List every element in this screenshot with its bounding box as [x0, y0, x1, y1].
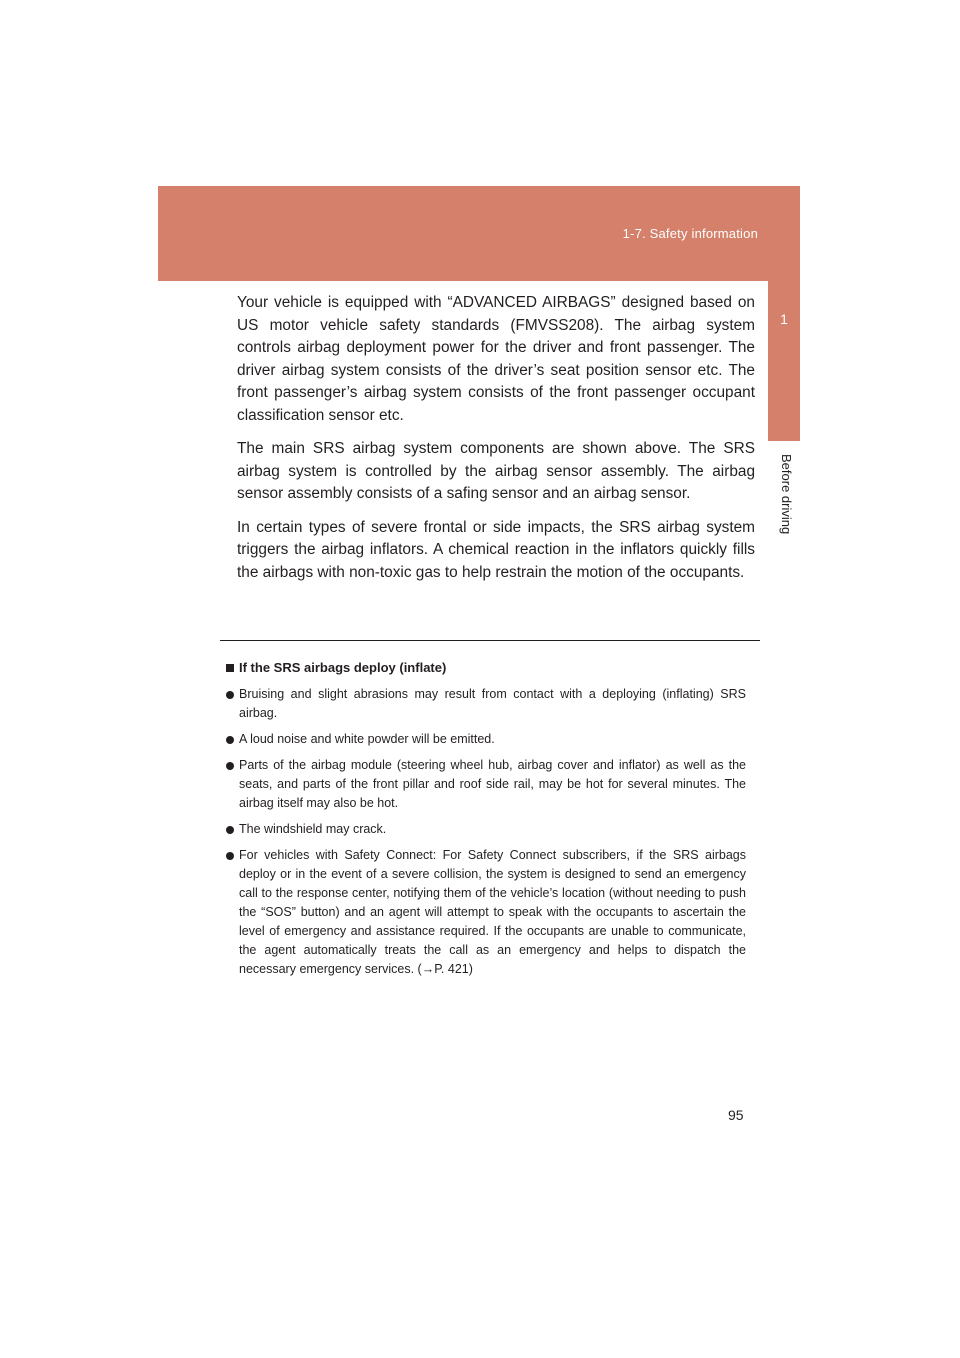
notes-heading — [226, 660, 746, 675]
list-item — [226, 820, 746, 839]
paragraph: The main SRS airbag system components are shown above. The SRS airbag system is controlled by the airbag sensor assembly. The airbag sensor assembly consists of a safing sensor and an airbag sensor. — [237, 440, 755, 502]
square-bullet-icon — [226, 664, 234, 672]
list-item — [226, 685, 746, 723]
body-text — [237, 292, 755, 595]
list-item-text: A loud noise and white powder will be emitted. — [239, 732, 495, 746]
bullet-icon — [226, 736, 234, 744]
notes-heading-text: If the SRS airbags deploy (inflate) — [239, 660, 447, 675]
paragraph: In certain types of severe frontal or side impacts, the SRS airbag system triggers the airbag inflators. A chemical reaction in the inflators quickly fills the airbags with non-toxic gas to help restrain the motion of the occupants. — [237, 518, 755, 581]
divider — [220, 640, 760, 641]
list-item — [226, 756, 746, 813]
page-number: 95 — [728, 1107, 744, 1123]
paragraph: Your vehicle is equipped with “ADVANCED AIRBAGS” designed based on US motor vehicle safety standards (FMVSS208). The airbag system controls airbag deployment power for the driver and front passenger. The driver airbag system consists of the driver’s seat position sensor etc. The front passenger’s airbag system consists of the front passenger occupant classification sensor etc. — [237, 294, 755, 424]
list-item — [226, 730, 746, 749]
list-item-text: Bruising and slight abrasions may result from contact with a deploying (inflating) SRS airbag. — [239, 687, 746, 720]
bullet-icon — [226, 826, 234, 834]
bullet-icon — [226, 691, 234, 699]
list-item-text: The windshield may crack. — [239, 822, 387, 836]
list-item-text: Parts of the airbag module (steering wheel hub, airbag cover and inflator) as well as the seats, and parts of the front pillar and roof side rail, may be hot for several minutes. The airbag itself may also be hot. — [239, 758, 746, 810]
chapter-tab — [768, 281, 800, 441]
chapter-number: 1 — [780, 311, 788, 327]
list-item — [226, 846, 746, 979]
notes-section — [226, 660, 746, 986]
section-label: 1-7. Safety information — [622, 226, 758, 241]
bullet-icon — [226, 762, 234, 770]
bullet-icon — [226, 852, 234, 860]
header-band — [158, 186, 800, 281]
chapter-title: Before driving — [779, 454, 794, 535]
list-item-text: For vehicles with Safety Connect: For Safety Connect subscribers, if the SRS airbags deploy or in the event of a severe collision, the system is designed to send an emergency call to the response center, notifying them of the vehicle’s location (without needing to push the “SOS” button) and an agent will attempt to speak with the occupants to ascertain the level of emergency and assistance required. If the occupants are unable to communicate, the agent automatically treats the call as an emergency and helps to dispatch the necessary emergency services. (→P. 421) — [239, 848, 746, 976]
notes-list — [226, 685, 746, 979]
